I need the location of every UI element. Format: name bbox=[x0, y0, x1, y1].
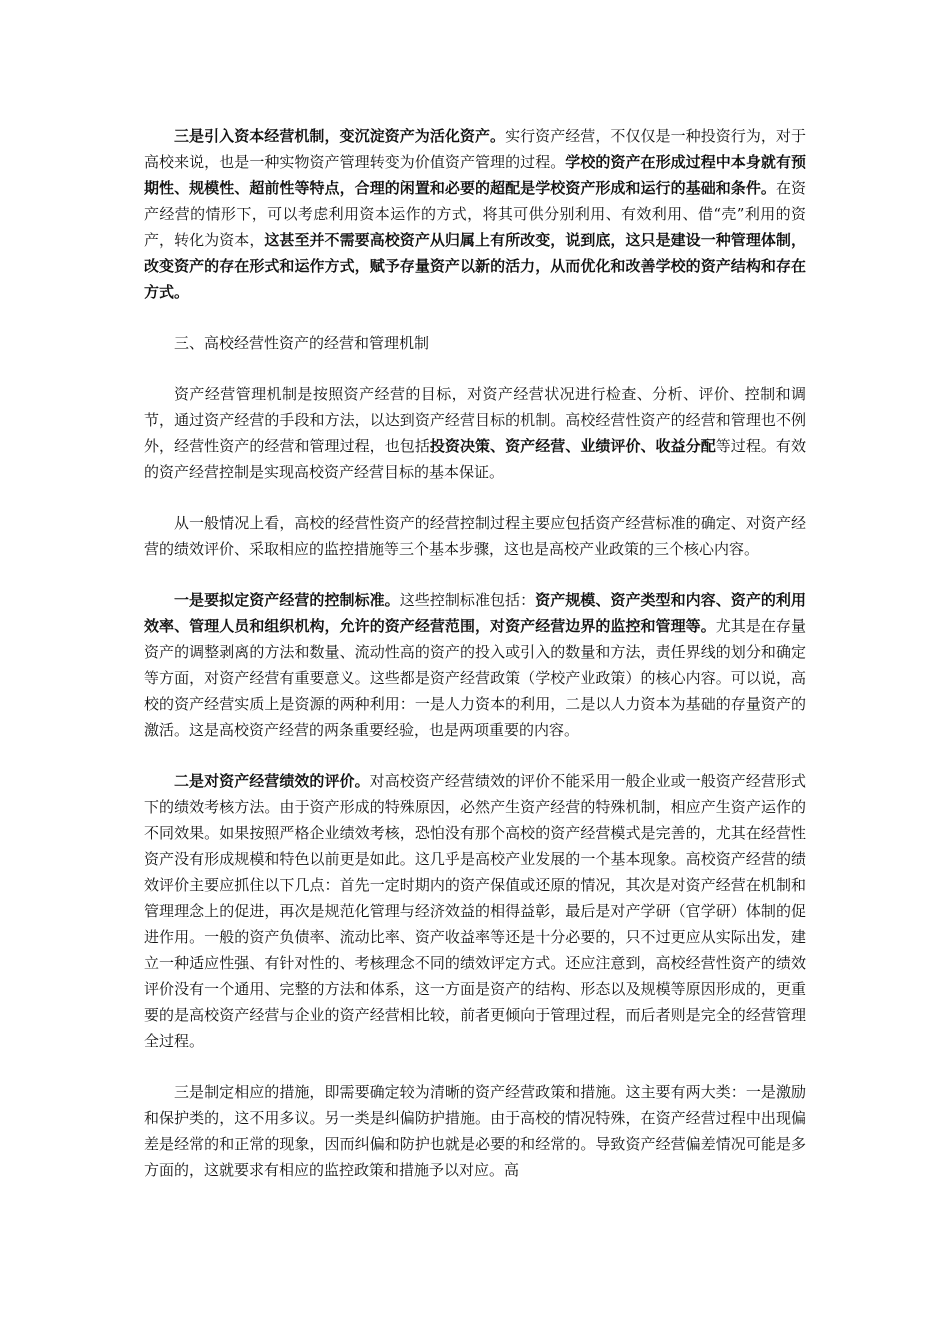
text-run: 等过程。有效的资产经营控制是实现高校资产经营目标的基本保证。 bbox=[144, 437, 806, 481]
text-run: 从一般情况上看，高校的经营性资产的经营控制过程主要应包括资产经营标准的确定、对资产经营的绩效评价、采取相应的监控措施等三个基本步骤，这也是高校产业政策的三个核心内容。 bbox=[144, 514, 806, 558]
paragraph-control-process bbox=[144, 510, 806, 562]
text-run: 三是制定相应的措施，即需要确定较为清晰的资产经营政策和措施。这主要有两大类：一是激励和保护类的，这不用多议。另一类是纠偏防护措施。由于高校的情况特殊，在资产经营过程中出现偏差是经常的和正常的现象，因而纠偏和防护也就是必要的和经常的。导致资产经营偏差情况可能是多方面的，这就要求有相应的监控政策和措施予以对应。高 bbox=[144, 1083, 806, 1179]
paragraph-management-mechanism bbox=[144, 381, 806, 485]
text-run: 在资产经营的情形下，可以考虑利用资本运作的方式，将其可供分别利用、有效利用、借“壳”利用的资产，转化为资本， bbox=[144, 179, 806, 249]
bold-run: 学校的资产在形成过程中本身就有预期性、规模性、超前性等特点，合理的闲置和必要的超配是学校资产形成和运行的基础和条件。 bbox=[144, 153, 806, 197]
text-run: 尤其是在存量资产的调整剥离的方法和数量、流动性高的资产的投入或引入的数量和方法，责任界线的划分和确定等方面，对资产经营有重要意义。这些都是资产经营政策（学校产业政策）的核心内容。可以说，高校的资产经营实质上是资源的两种利用：一是人力资本的利用，二是以人力资本为基础的存量资产的激活。这是高校资产经营的两条重要经验，也是两项重要的内容。 bbox=[144, 617, 806, 739]
bold-run: 三是引入资本经营机制，变沉淀资产为活化资产。 bbox=[174, 127, 506, 145]
document-page bbox=[144, 123, 806, 1208]
text-run: 这些控制标准包括： bbox=[399, 591, 536, 609]
paragraph-capital-operation bbox=[144, 123, 806, 305]
text-run: 对高校资产经营绩效的评价不能采用一般企业或一般资产经营形式下的绩效考核方法。由于资产形成的特殊原因，必然产生资产经营的特殊机制，相应产生资产运作的不同效果。如果按照严格企业绩效考核，恐怕没有那个高校的资产经营模式是完善的，尤其在经营性资产没有形成规模和特色以前更是如此。这几乎是高校产业发展的一个基本现象。高校资产经营的绩效评价主要应抓住以下几点：首先一定时期内的资产保值或还原的情况，其次是对资产经营在机制和管理理念上的促进，再次是规范化管理与经济效益的相得益彰，最后是对产学研（官学研）体制的促进作用。一般的资产负债率、流动比率、资产收益率等还是十分必要的，只不过更应从实际出发，建立一种适应性强、有针对性的、考核理念不同的绩效评定方式。还应注意到，高校经营性资产的绩效评价没有一个通用、完整的方法和体系，这一方面是资产的结构、形态以及规模等原因形成的，更重要的是高校资产经营与企业的资产经营相比较，前者更倾向于管理过程，而后者则是完全的经营管理全过程。 bbox=[144, 772, 806, 1050]
paragraph-measures bbox=[144, 1079, 806, 1183]
section-heading bbox=[144, 330, 806, 356]
text-run: 实行资产经营，不仅仅是一种投资行为，对于高校来说，也是一种实物资产管理转变为价值资产管理的过程。 bbox=[144, 127, 806, 171]
bold-run: 二是对资产经营绩效的评价。 bbox=[174, 772, 370, 790]
heading-text: 三、高校经营性资产的经营和管理机制 bbox=[174, 334, 430, 352]
bold-run: 一是要拟定资产经营的控制标准。 bbox=[174, 591, 400, 609]
paragraph-performance-evaluation bbox=[144, 768, 806, 1054]
paragraph-control-standards bbox=[144, 587, 806, 743]
bold-run: 资产规模、资产类型和内容、资产的利用效率、管理人员和组织机构，允许的资产经营范围，对资产经营边界的监控和管理等。 bbox=[144, 591, 806, 635]
bold-run: 这甚至并不需要高校资产从归属上有所改变，说到底，这只是建设一种管理体制，改变资产的存在形式和运作方式，赋予存量资产以新的活力，从而优化和改善学校的资产结构和存在方式。 bbox=[144, 231, 806, 301]
text-run: 资产经营管理机制是按照资产经营的目标，对资产经营状况进行检查、分析、评价、控制和调节，通过资产经营的手段和方法，以达到资产经营目标的机制。高校经营性资产的经营和管理也不例外，经营性资产的经营和管理过程，也包括 bbox=[144, 385, 806, 455]
bold-run: 投资决策、资产经营、业绩评价、收益分配 bbox=[429, 437, 716, 455]
